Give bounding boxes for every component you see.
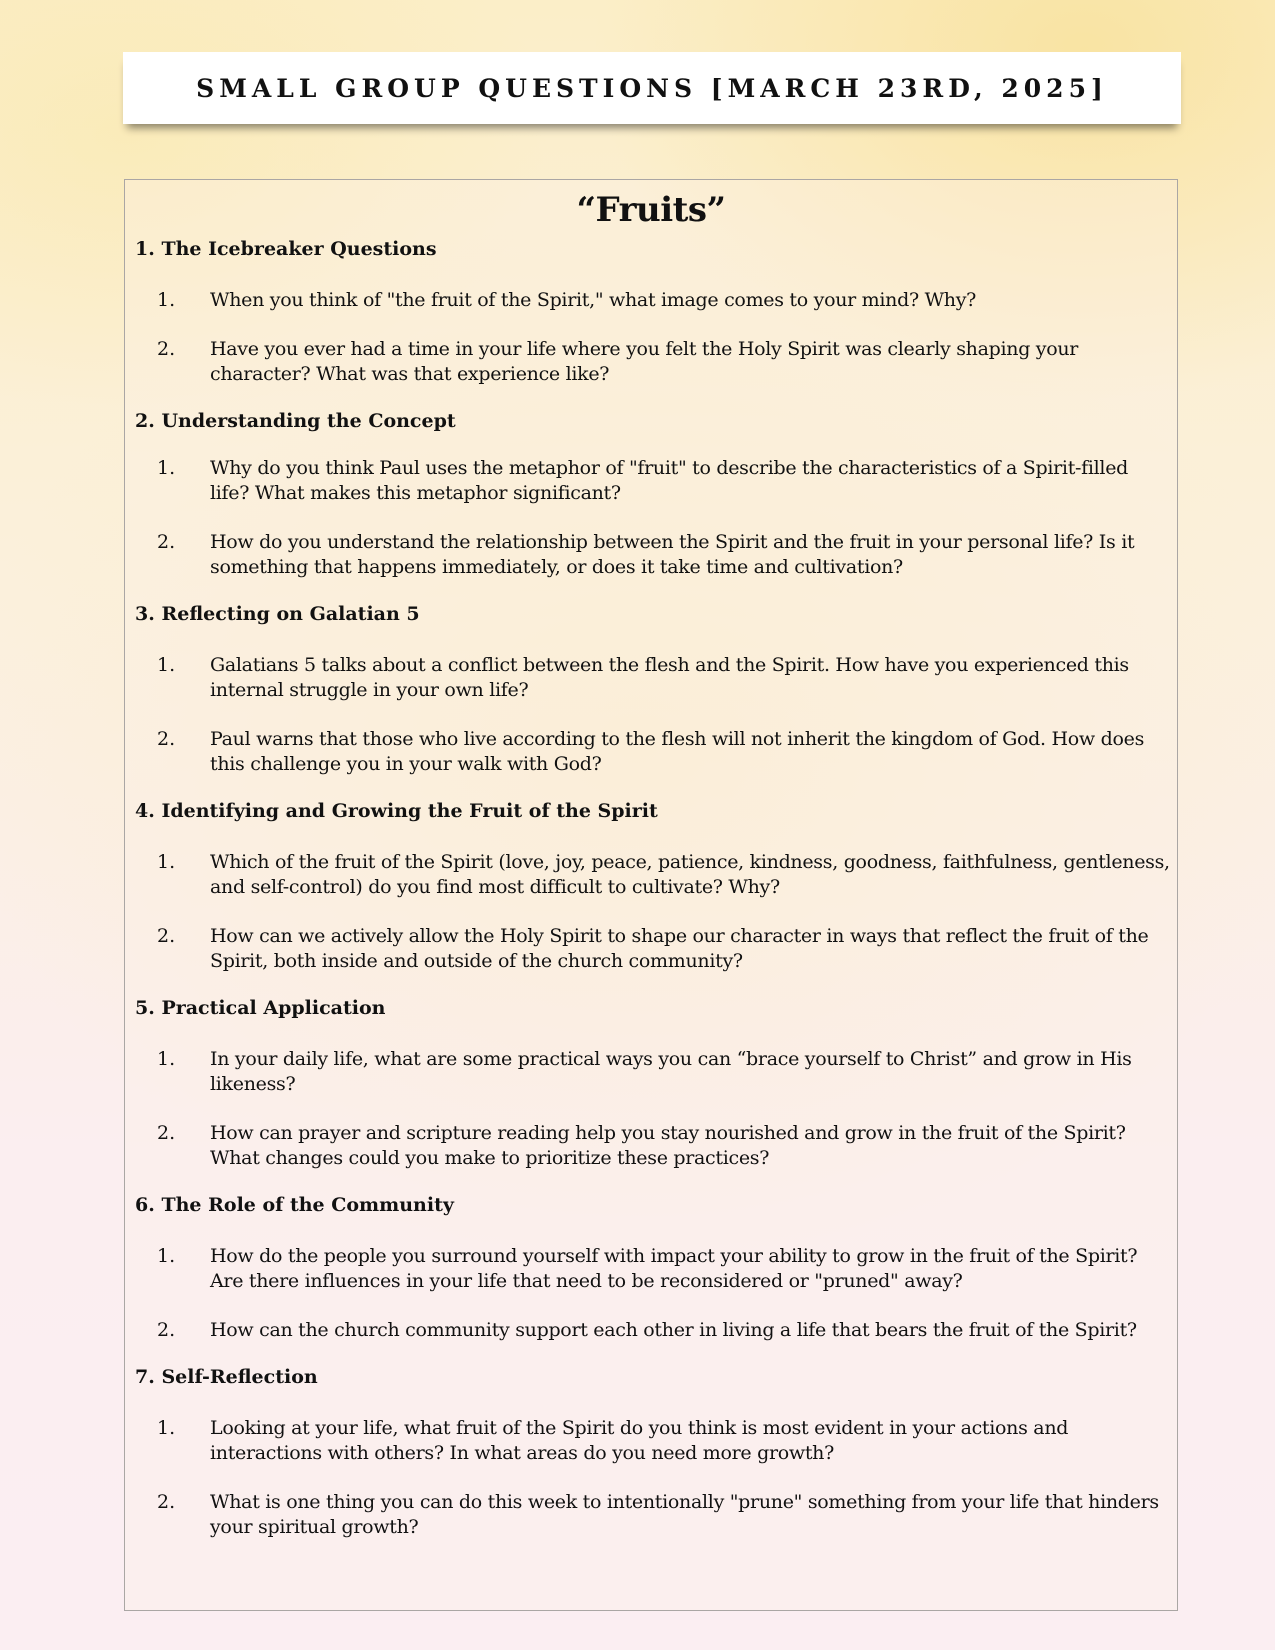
- question-item: [125, 1244, 1177, 1294]
- question-text: How do the people you surround yourself with impact your ability to grow in the fruit of the Spirit? Are there influences in your life that need to be reconsidered or "pruned" away?: [210, 1245, 1138, 1292]
- question-number: 1.: [157, 851, 176, 873]
- question-item: [125, 337, 1177, 387]
- section-heading: 6. The Role of the Community: [135, 1194, 454, 1216]
- header-title: SMALL GROUP QUESTIONS [MARCH 23RD, 2025]: [196, 73, 1108, 103]
- question-item: [125, 850, 1177, 900]
- question-number: 2.: [157, 531, 176, 553]
- question-item: [125, 1121, 1177, 1171]
- question-text: Have you ever had a time in your life where you felt the Holy Spirit was clearly shaping your character? What was that experience like?: [210, 338, 1079, 385]
- question-item: [125, 530, 1177, 580]
- questions-panel: [124, 179, 1178, 1611]
- document-title: “Fruits”: [576, 190, 726, 230]
- section-growing-fruit: [125, 798, 1177, 974]
- question-list: [125, 288, 1177, 387]
- question-text: Galatians 5 talks about a conflict between the flesh and the Spirit. How have you experienced this internal struggle in your own life?: [210, 654, 1129, 701]
- section-heading: 7. Self-Reflection: [135, 1366, 318, 1388]
- question-number: 1.: [157, 1417, 176, 1439]
- section-self-reflection: [125, 1364, 1177, 1540]
- section-heading: 3. Reflecting on Galatian 5: [135, 603, 420, 625]
- header-banner: [123, 52, 1181, 124]
- question-list: [125, 850, 1177, 974]
- section-heading: 5. Practical Application: [135, 997, 386, 1019]
- section-community: [125, 1192, 1177, 1343]
- question-number: 2.: [157, 925, 176, 947]
- section-heading: 1. The Icebreaker Questions: [135, 238, 437, 260]
- question-item: [125, 456, 1177, 506]
- question-number: 1.: [157, 1048, 176, 1070]
- section-heading: 2. Understanding the Concept: [135, 410, 456, 432]
- question-number: 1.: [157, 289, 176, 311]
- question-list: [125, 1047, 1177, 1171]
- question-number: 2.: [157, 728, 176, 750]
- question-number: 1.: [157, 1245, 176, 1267]
- question-list: [125, 653, 1177, 777]
- question-number: 2.: [157, 1122, 176, 1144]
- question-item: [125, 1318, 1177, 1343]
- question-item: [125, 1416, 1177, 1466]
- question-text: Why do you think Paul uses the metaphor of "fruit" to describe the characteristics of a Spirit-filled life? What makes this metaphor significant?: [210, 457, 1129, 504]
- question-list: [125, 1416, 1177, 1540]
- question-number: 1.: [157, 457, 176, 479]
- question-text: Paul warns that those who live according to the flesh will not inherit the kingdom of God. How does this challenge you in your walk with God?: [210, 728, 1145, 775]
- question-text: What is one thing you can do this week to intentionally "prune" something from your life that hinders your spiritual growth?: [210, 1491, 1159, 1538]
- question-text: How can the church community support each other in living a life that bears the fruit of the Spirit?: [210, 1319, 1137, 1341]
- question-text: In your daily life, what are some practical ways you can “brace yourself to Christ” and grow in His likeness?: [210, 1048, 1132, 1095]
- question-item: [125, 653, 1177, 703]
- question-item: [125, 924, 1177, 974]
- question-number: 1.: [157, 654, 176, 676]
- question-text: How can we actively allow the Holy Spirit to shape our character in ways that reflect the fruit of the Spirit, both inside and outside of the church community?: [210, 925, 1149, 972]
- question-number: 2.: [157, 1319, 176, 1341]
- question-list: [125, 456, 1177, 580]
- question-item: [125, 727, 1177, 777]
- question-item: [125, 1047, 1177, 1097]
- question-number: 2.: [157, 338, 176, 360]
- sections-container: [125, 236, 1177, 1540]
- section-icebreaker: [125, 236, 1177, 387]
- section-heading: 4. Identifying and Growing the Fruit of the Spirit: [135, 800, 658, 822]
- question-item: [125, 1490, 1177, 1540]
- question-item: [125, 288, 1177, 313]
- question-text: How can prayer and scripture reading help you stay nourished and grow in the fruit of the Spirit? What changes could you make to prioritize these practices?: [210, 1122, 1126, 1169]
- question-list: [125, 1244, 1177, 1343]
- section-practical-application: [125, 995, 1177, 1171]
- question-number: 2.: [157, 1491, 176, 1513]
- question-text: Looking at your life, what fruit of the Spirit do you think is most evident in your actions and interactions with others? In what areas do you need more growth?: [210, 1417, 1069, 1464]
- section-understanding: [125, 408, 1177, 580]
- question-text: When you think of "the fruit of the Spirit," what image comes to your mind? Why?: [210, 289, 977, 311]
- question-text: Which of the fruit of the Spirit (love, joy, peace, patience, kindness, goodness, faithfulness, gentleness, and self-control) do you find most difficult to cultivate? Why?: [210, 851, 1170, 898]
- section-galatians: [125, 601, 1177, 777]
- question-text: How do you understand the relationship between the Spirit and the fruit in your personal life? Is it something that happens immediately, or does it take time and cultivation?: [210, 531, 1135, 578]
